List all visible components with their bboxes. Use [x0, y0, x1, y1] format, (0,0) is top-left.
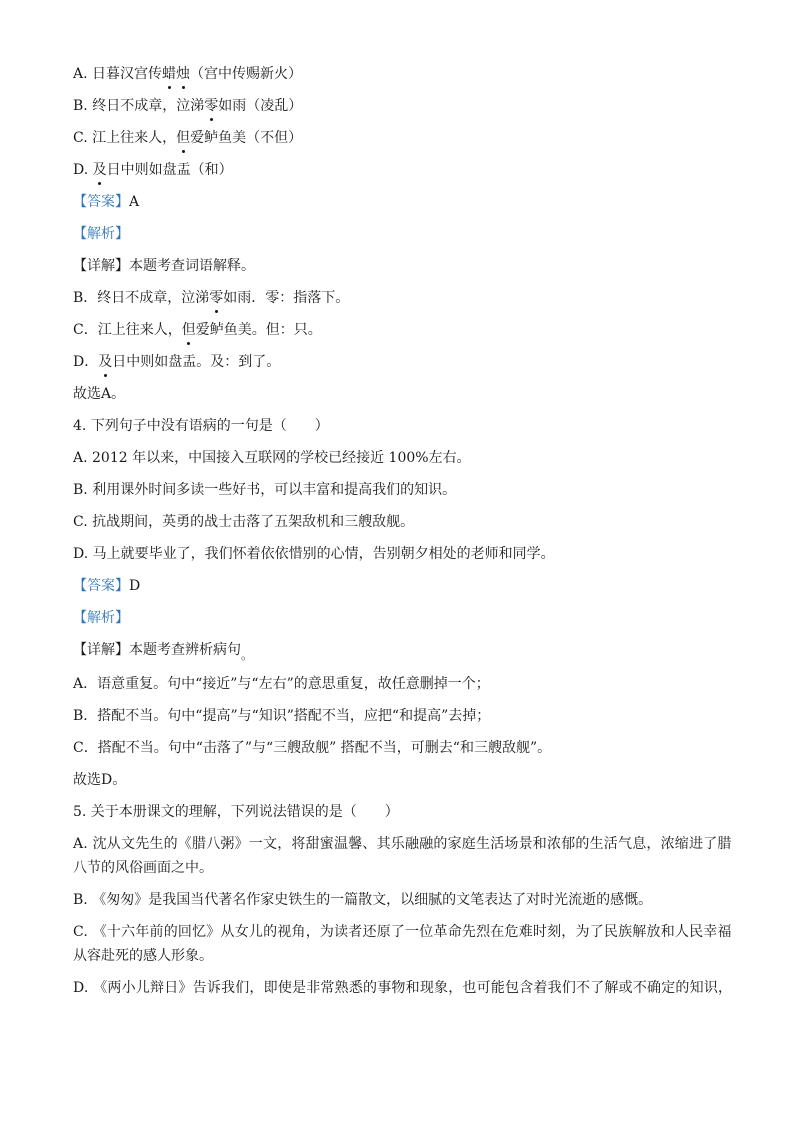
emphasis-dot: 蜡 [162, 66, 177, 82]
q4-explain-a: A．语意重复。句中“接近”与“左右”的意思重复，故任意删掉一个； [73, 676, 490, 692]
q4-option-a: A. 2012 年以来，中国接入互联网的学校已经接近 100%左右。 [73, 450, 471, 466]
q3-explain-d: D．及日中则如盘盂。及：到了。 [73, 354, 281, 370]
answer-value: D [129, 578, 141, 594]
detail-mark: 。 [241, 648, 254, 662]
q5-option-d: D. 《两小儿辩日》告诉我们，即使是非常熟悉的事物和现象，也可能包含着我们不了解或不确定的知识， [73, 980, 733, 996]
q5-option-c-line2: 从容赴死的感人形象。 [73, 948, 213, 964]
q3-option-a: A. 日暮汉宫传蜡烛（宫中传赐新火） [73, 66, 303, 82]
q3-option-d: D. 及日中则如盘盂（和） [73, 162, 233, 178]
answer-label: 【答案】 [73, 578, 129, 594]
q4-analysis [73, 608, 734, 628]
q4-stem: 4. 下列句子中没有语病的一句是（ ） [73, 418, 329, 434]
emphasis-dot: 零 [204, 98, 219, 114]
answer-label: 【答案】 [73, 194, 129, 210]
q3-detail: 【详解】本题考查词语解释。 [73, 258, 255, 274]
analysis-label: 【解析】 [73, 610, 129, 626]
q4-explain-b: B．搭配不当。句中“提高”与“知识”搭配不当，应把“和提高”去掉； [73, 708, 491, 724]
emphasis-dot: 烛 [176, 66, 191, 82]
q5-stem: 5. 关于本册课文的理解，下列说法错误的是（ ） [73, 804, 399, 820]
q3-conclusion: 故选A。 [73, 386, 126, 402]
q3-answer [73, 192, 734, 212]
q4-explain-c: C．搭配不当。句中“击落了”与“三艘敌舰” 搭配不当，可删去“和三艘敌舰”。 [73, 740, 552, 756]
q3-explain-b: B．终日不成章，泣涕零如雨．零：指落下。 [73, 290, 350, 306]
emphasis-dot: 及 [92, 162, 107, 178]
q5-option-c-line1: C. 《十六年前的回忆》从女儿的视角，为读者还原了一位革命先烈在危难时刻，为了民族解放和人民幸福 [73, 924, 732, 940]
q5-option-a-line2: 八节的风俗画面之中。 [73, 860, 213, 876]
q4-option-c: C. 抗战期间，英勇的战士击落了五架敌机和三艘敌舰。 [73, 514, 415, 530]
q5-option-a-line1: A. 沈从文先生的《腊八粥》一文，将甜蜜温馨、其乐融融的家庭生活场景和浓郁的生活气息，浓缩进了腊 [73, 836, 732, 852]
q3-explain-c: C．江上往来人，但爱鲈鱼美。但：只。 [73, 322, 322, 338]
analysis-label: 【解析】 [73, 226, 129, 242]
q4-conclusion: 故选D。 [73, 772, 127, 788]
q5-option-b: B. 《匆匆》是我国当代著名作家史铁生的一篇散文，以细腻的文笔表达了对时光流逝的感慨。 [73, 892, 653, 908]
q3-option-c: C. 江上往来人，但爱鲈鱼美（不但） [73, 130, 303, 146]
emphasis-dot: 零 [209, 290, 224, 306]
q3-option-b: B. 终日不成章，泣涕零如雨（凌乱） [73, 98, 303, 114]
detail-label: 【详解】 [73, 642, 129, 658]
q4-answer [73, 576, 734, 596]
emphasis-dot: 及 [98, 354, 113, 370]
detail-label: 【详解】 [73, 258, 129, 274]
answer-value: A [129, 194, 140, 210]
q4-detail: 【详解】本题考查辨析病句。 [73, 642, 254, 662]
q4-option-d: D. 马上就要毕业了，我们怀着依依惜别的心情，告别朝夕相处的老师和同学。 [73, 546, 555, 562]
q3-analysis [73, 224, 734, 244]
emphasis-dot: 但 [181, 322, 196, 338]
q4-option-b: B. 利用课外时间多读一些好书，可以丰富和提高我们的知识。 [73, 482, 457, 498]
emphasis-dot: 但 [176, 130, 191, 146]
